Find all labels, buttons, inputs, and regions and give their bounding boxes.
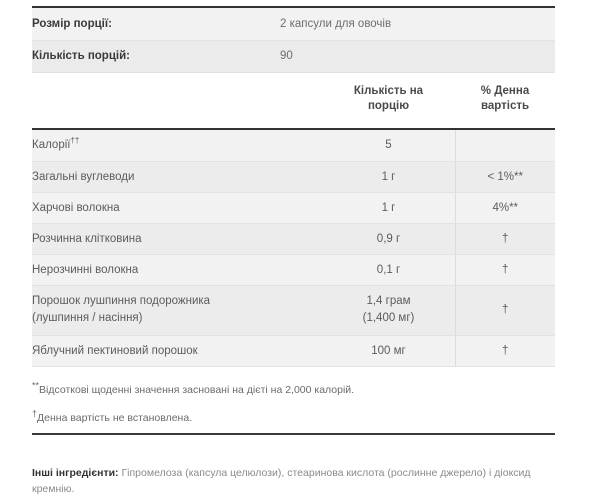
nutrient-amount: 1 г xyxy=(322,161,455,192)
nutrient-daily-value: † xyxy=(455,285,555,335)
other-ingredients-paragraph xyxy=(32,465,562,497)
nutrient-name-line2: (лушпиння / насіння) xyxy=(32,312,143,324)
dv-header-line2: вартість xyxy=(480,100,530,112)
nutrient-amount: 100 мг xyxy=(322,335,455,366)
column-headers xyxy=(32,84,555,114)
serving-size-value: 2 капсули для овочів xyxy=(280,8,555,40)
footnote-marker: ** xyxy=(32,380,40,391)
table-row xyxy=(32,130,555,161)
other-ingredients-text: Гіпромелоза (капсула целюлози), стеаринова кислота (рослинне джерело) і діоксид кремнію. xyxy=(32,466,531,495)
nutrient-daily-value: † xyxy=(455,254,555,285)
table-row xyxy=(32,335,555,366)
footnote-marker: † xyxy=(32,408,38,419)
nutrient-amount-line1: 1,4 грам xyxy=(366,295,411,307)
nutrient-amount: 0,9 г xyxy=(322,223,455,254)
nutrient-name: Нерозчинні волокна xyxy=(32,254,322,285)
footnotes xyxy=(32,380,555,425)
nutrient-name: Яблучний пектиновий порошок xyxy=(32,335,322,366)
footnote-dv-not-established xyxy=(32,408,555,425)
nutrient-table xyxy=(32,130,555,367)
footnote-text: Відсоткові щоденні значення засновані на дієті на 2,000 калорій. xyxy=(39,384,355,396)
table-row xyxy=(32,254,555,285)
nutrient-name-text: Калорії xyxy=(32,139,71,152)
nutrient-amount: 0,1 г xyxy=(322,254,455,285)
nutrient-table-wrapper xyxy=(32,128,555,367)
nutrient-name-line1: Порошок лушпиння подорожника xyxy=(32,295,211,307)
nutrient-amount-line2: (1,400 мг) xyxy=(362,312,415,324)
amount-header-line1: Кількість на xyxy=(353,85,424,97)
nutrient-daily-value: 4%** xyxy=(455,192,555,223)
table-row xyxy=(32,223,555,254)
header-spacer xyxy=(32,84,322,114)
other-ingredients-section xyxy=(32,454,562,500)
footnote-text: Денна вартість не встановлена. xyxy=(37,412,193,424)
nutrient-daily-value: † xyxy=(455,223,555,254)
table-row xyxy=(32,285,555,335)
other-ingredients-label: Інші інгредієнти: xyxy=(32,466,119,479)
serving-size-label: Розмір порції: xyxy=(32,8,280,40)
nutrient-name xyxy=(32,285,322,335)
table-row xyxy=(32,40,555,72)
servings-count-value: 90 xyxy=(280,40,555,72)
serving-info-table xyxy=(32,6,555,73)
amount-header-line2: порцію xyxy=(367,100,410,112)
nutrient-amount xyxy=(322,285,455,335)
nutrient-name: Загальні вуглеводи xyxy=(32,161,322,192)
section-divider xyxy=(32,433,555,435)
daily-value-header xyxy=(455,84,555,114)
nutrient-amount: 5 xyxy=(322,130,455,161)
table-row xyxy=(32,8,555,40)
column-header-table xyxy=(32,84,555,114)
footnote-daily-value-basis xyxy=(32,380,555,397)
servings-count-label: Кількість порцій: xyxy=(32,40,280,72)
nutrient-name: Розчинна клітковина xyxy=(32,223,322,254)
table-row xyxy=(32,161,555,192)
nutrient-name xyxy=(32,130,322,161)
nutrient-amount: 1 г xyxy=(322,192,455,223)
nutrient-name: Харчові волокна xyxy=(32,192,322,223)
nutrient-daily-value xyxy=(455,130,555,161)
nutrient-daily-value: < 1%** xyxy=(455,161,555,192)
dv-header-line1: % Денна xyxy=(480,85,530,97)
nutrient-name-superscript: †† xyxy=(70,136,80,146)
table-row xyxy=(32,84,555,114)
serving-table xyxy=(32,8,555,73)
divider-line xyxy=(32,433,555,435)
amount-per-serving-header xyxy=(322,84,455,114)
nutrient-daily-value: † xyxy=(455,335,555,366)
table-row xyxy=(32,192,555,223)
